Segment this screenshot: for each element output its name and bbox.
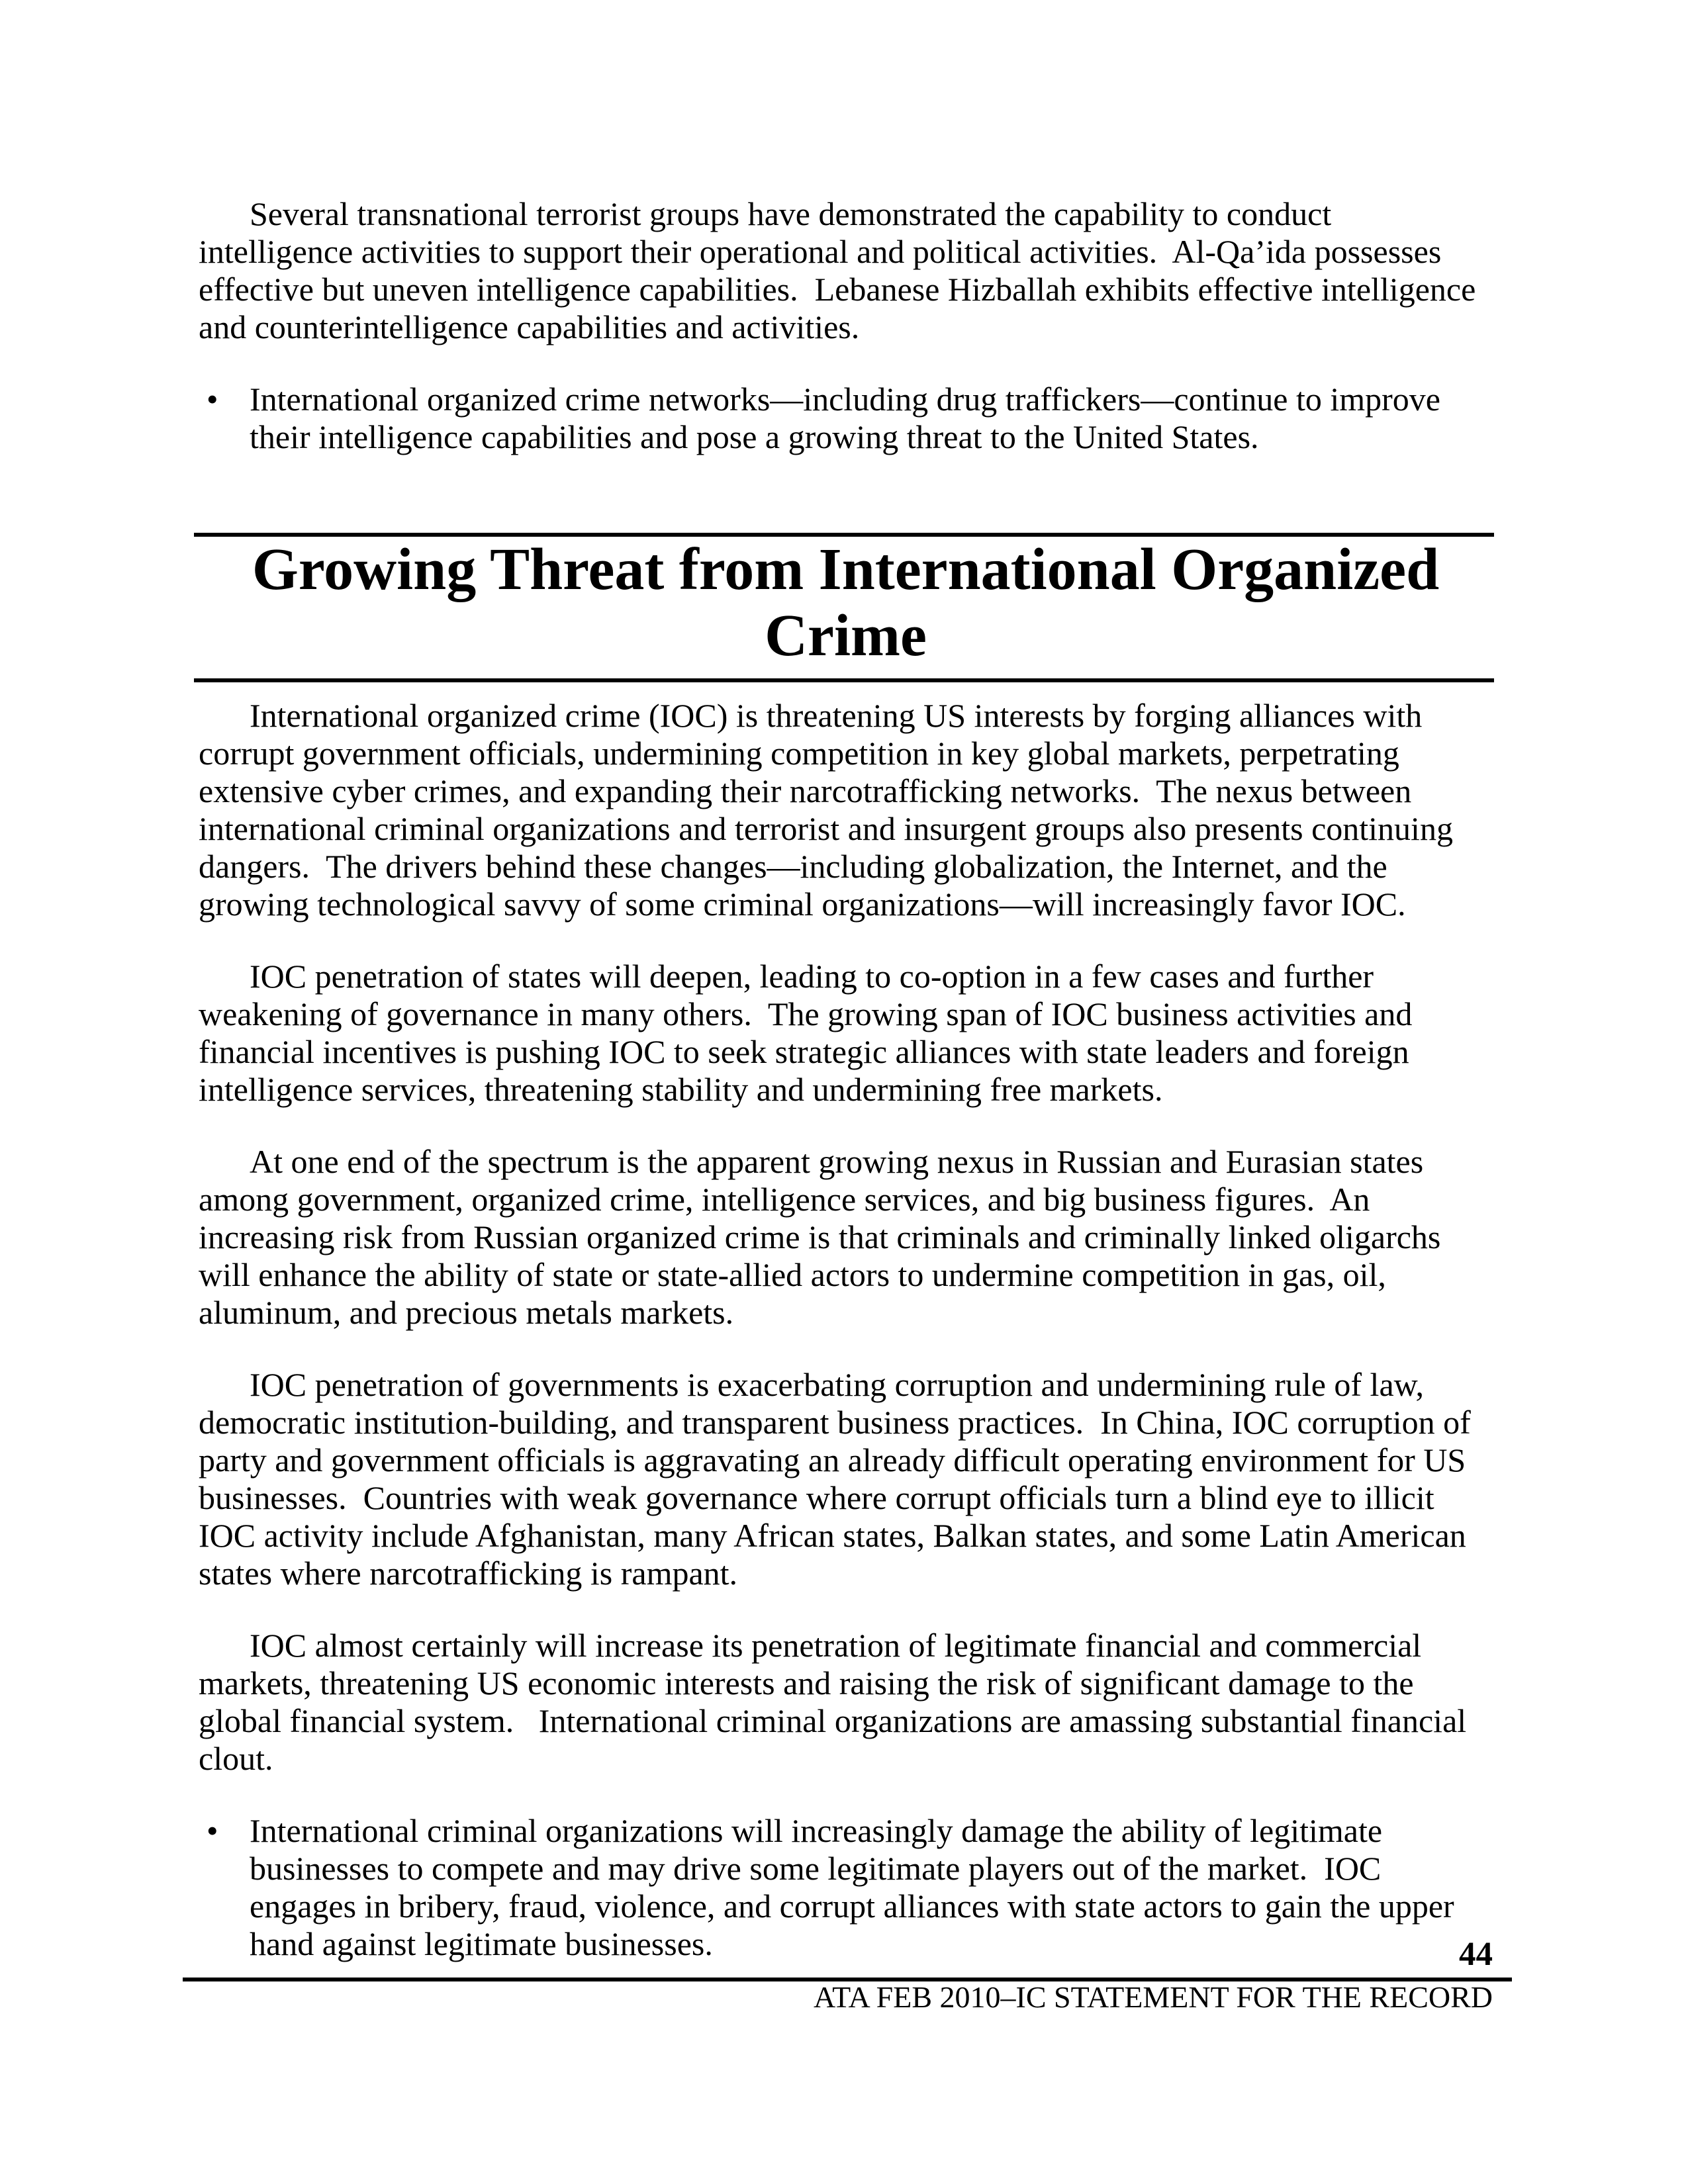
heading-rule-bottom [194,678,1494,682]
bullet-item [199,381,1493,456]
body-paragraph: IOC penetration of governments is exacerbating corruption and undermining rule of law, democratic institution-building, and transparent business practices. In China, IOC corruption of party and government officials is aggravating an already difficult operating environment for US businesses. Countries with weak governance where corrupt officials turn a blind eye to illicit IOC activity include Afghanistan, many African states, Balkan states, and some Latin American states where narcotrafficking is rampant. [199,1366,1479,1592]
bullet-icon: • [207,1812,218,1849]
footer-text: ATA FEB 2010–IC STATEMENT FOR THE RECORD [813,1980,1493,2014]
page-number: 44 [1459,1936,1493,1973]
section-heading-block [199,533,1493,682]
body-paragraph: IOC penetration of states will deepen, leading to co-option in a few cases and further weakening of governance in many others. The growing span of IOC business activities and financial incentives is pushing IOC to seek strategic alliances with state leaders and foreign intelligence services, threatening stability and undermining free markets. [199,958,1421,1108]
bullet-text: International organized crime networks—including drug traffickers—continue to improve their intelligence capabilities and pose a growing threat to the United States. [250,381,1449,455]
body-paragraph: IOC almost certainly will increase its penetration of legitimate financial and commercial markets, threatening US economic interests and raising the risk of significant damage to the global financial system. International criminal organizations are amassing substantial financial clout. [199,1627,1475,1777]
heading-rule-top [194,533,1494,537]
bullet-icon: • [207,381,218,418]
body-paragraph: At one end of the spectrum is the apparent growing nexus in Russian and Eurasian states among government, organized crime, intelligence services, and big business figures. An increasing risk from Russian organized crime is that criminals and criminally linked oligarchs will enhance the ability of state or state-allied actors to undermine competition in gas, oil, aluminum, and precious metals markets. [199,1143,1449,1331]
bullet-item [199,1812,1493,1963]
bullet-text: International criminal organizations will increasingly damage the ability of legitimate businesses to compete and may drive some legitimate players out of the market. IOC engages in bribery, fraud, violence, and corrupt alliances with state actors to gain the upper hand against legitimate businesses. [250,1812,1463,1962]
body-paragraph: International organized crime (IOC) is threatening US interests by forging alliances with corrupt government officials, undermining competition in key global markets, perpetrating extensive cyber crimes, and expanding their narcotrafficking networks. The nexus between international criminal organizations and terrorist and insurgent groups also presents continuing dangers. The drivers behind these changes—including globalization, the Internet, and the growing technological savvy of some criminal organizations—will increasingly favor IOC. [199,697,1462,923]
section-heading: Growing Threat from International Organized Crime [252,537,1440,668]
intro-paragraph: Several transnational terrorist groups have demonstrated the capability to conduct intelligence activities to support their operational and political activities. Al-Qa’ida possesses effective but uneven intelligence capabilities. Lebanese Hizballah exhibits effective intelligence and counterintelligence capabilities and activities. [199,195,1484,345]
